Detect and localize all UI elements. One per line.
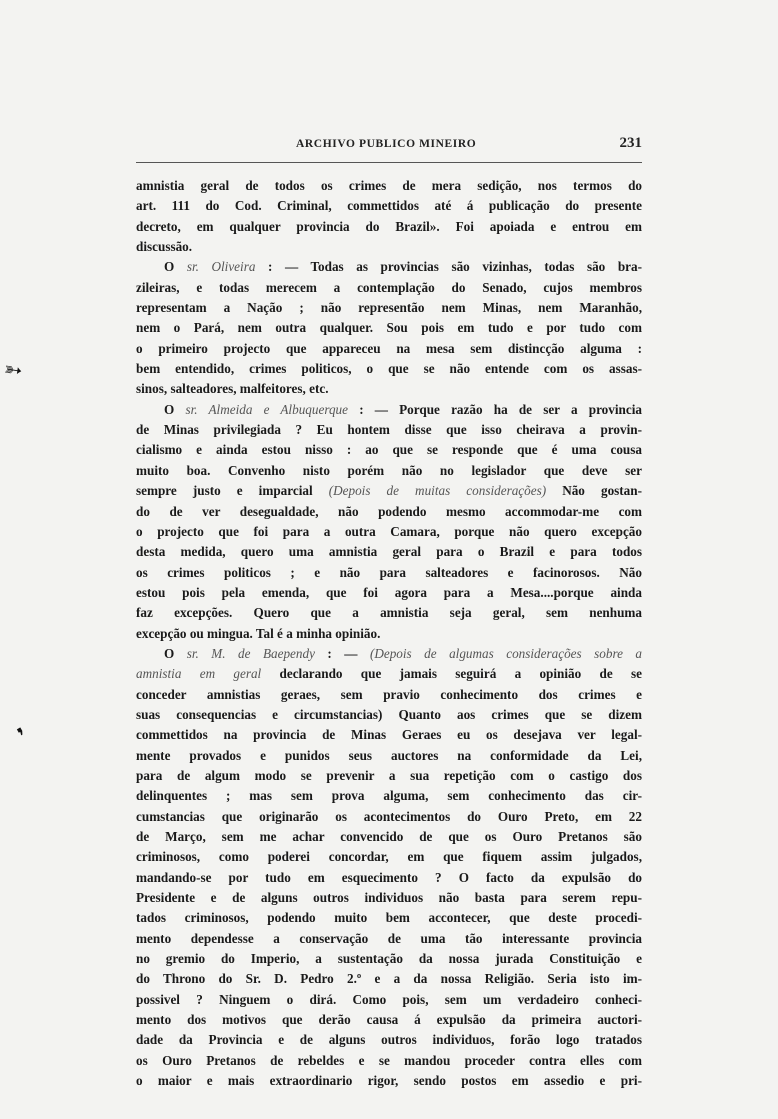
pencil-flick-mark-icon: ❜: [14, 723, 33, 750]
line-text: os crimes politicos ; e não para salteadores e facinorosos. Não: [136, 564, 642, 580]
text-line: [136, 725, 642, 745]
text-line: [136, 807, 642, 827]
line-text: representam a Nação ; não representão nem Minas, nem Maranhão,: [136, 300, 642, 316]
line-text: de Minas privilegiada ? Eu hontem disse que isso cheirava a provin-: [136, 422, 642, 438]
text-line: [136, 298, 642, 318]
line-text: sempre justo e imparcial: [136, 483, 329, 499]
line-text: mandando-se por tudo em esquecimento ? O facto da expulsão do: [136, 869, 642, 885]
text-line: [136, 868, 642, 888]
text-line: [136, 583, 642, 603]
line-text: art. 111 do Cod. Criminal, commettidos até á publicação do presente: [136, 198, 642, 214]
text-line: [136, 929, 642, 949]
text-line: [136, 685, 642, 705]
line-text: mente provados e punidos seus auctores na conformidade da Lei,: [136, 747, 642, 763]
text-line: [136, 379, 642, 399]
text-line: [136, 278, 642, 298]
running-title: ARCHIVO PUBLICO MINEIRO: [296, 138, 477, 150]
line-text: para de algum modo se prevenir a sua repetição com o castigo dos: [136, 767, 642, 783]
line-text: dade da Provincia e de alguns outros individuos, forão logo tratados: [136, 1032, 642, 1048]
text-line: [136, 786, 642, 806]
text-line: [136, 176, 642, 196]
text-line: [136, 196, 642, 216]
running-head: [136, 135, 642, 157]
text-line: [136, 257, 642, 277]
line-text: decreto, em qualquer provincia do Brazil». Foi apoiada e entrou em: [136, 218, 642, 234]
text-line: [136, 969, 642, 989]
line-text: do de ver desegualdade, não podendo mesmo accommodar-me com: [136, 503, 642, 519]
text-line: [136, 1071, 642, 1091]
line-text: excepção ou mingua. Tal é a minha opinião.: [136, 625, 381, 641]
line-text: O: [164, 401, 186, 417]
speaker-or-aside-text: sr. Almeida e Albuquerque: [185, 401, 349, 417]
text-line: [136, 1030, 642, 1050]
line-text: de Março, sem me achar convencido de que os Ouro Pretanos são: [136, 829, 642, 844]
line-text: tados criminosos, podendo muito bem accontecer, que deste procedi-: [136, 910, 642, 926]
line-text: o maior e mais extraordinario rigor, sendo postos em assedio e pri-: [136, 1073, 642, 1089]
text-line: [136, 1010, 642, 1030]
speaker-or-aside-text: amnistia em geral: [136, 666, 262, 682]
line-text: : —: [314, 645, 370, 661]
text-line: [136, 949, 642, 969]
text-line: [136, 624, 642, 644]
line-text: estou pois pela emenda, que foi agora para a Mesa....porque ainda: [136, 584, 642, 600]
text-line: [136, 664, 642, 684]
text-line: [136, 400, 642, 420]
text-line: [136, 522, 642, 542]
speaker-or-aside-text: (Depois de muitas considerações): [328, 483, 547, 499]
line-text: commettidos na provincia de Minas Geraes eu os desejava ver legal-: [136, 727, 642, 743]
header-rule: [136, 162, 642, 163]
line-text: mento dependesse a conservação de uma tão interessante provincia: [136, 930, 642, 946]
text-line: [136, 1051, 642, 1071]
line-text: suas consequencias e circumstancias) Quanto aos crimes que se dizem: [136, 706, 642, 722]
line-text: amnistia geral de todos os crimes de mera sedição, nos termos do: [136, 178, 642, 193]
line-text: declarando que jamais seguirá a opinião de se: [261, 666, 642, 682]
text-line: [136, 420, 642, 440]
text-line: [136, 440, 642, 460]
line-text: cialismo e ainda estou nisso : ao que se responde que é uma cousa: [136, 442, 642, 458]
hand-arrow-mark-icon: ➳: [2, 356, 25, 385]
line-text: : — Todas as provincias são vizinhas, todas são bra-: [255, 259, 642, 275]
text-line: [136, 990, 642, 1010]
line-text: o primeiro projecto que appareceu na mesa sem distincção alguma :: [136, 340, 642, 356]
line-text: O: [164, 645, 187, 661]
line-text: mento dos motivos que derão causa á expulsão da primeira auctori-: [136, 1012, 642, 1028]
text-line: [136, 746, 642, 766]
text-line: [136, 542, 642, 562]
text-line: [136, 603, 642, 623]
line-text: no gremio do Imperio, a sustentação da nossa jurada Constituição e: [136, 951, 642, 967]
line-text: criminosos, como poderei concordar, em que fiquem assim julgados,: [136, 849, 642, 865]
line-text: zileiras, e todas merecem a contemplação do Senado, cujos membros: [136, 279, 642, 295]
text-line: [136, 644, 642, 664]
text-line: [136, 481, 642, 501]
text-line: [136, 237, 642, 257]
line-text: desta medida, quero uma amnistia geral para o Brazil e para todos: [136, 544, 642, 560]
text-line: [136, 766, 642, 786]
line-text: O: [164, 259, 187, 275]
body-text: [136, 176, 642, 1091]
text-line: [136, 359, 642, 379]
line-text: do Throno do Sr. D. Pedro 2.º e a da nossa Religião. Seria isto im-: [136, 971, 642, 987]
line-text: : — Porque razão ha de ser a provincia: [348, 401, 642, 417]
text-line: [136, 563, 642, 583]
text-line: [136, 318, 642, 338]
line-text: Presidente e de alguns outros individuos não basta para serem repu-: [136, 890, 642, 906]
line-text: faz excepções. Quero que a amnistia seja geral, sem nenhuma: [136, 605, 642, 621]
line-text: nem o Pará, nem outra qualquer. Sou pois em tudo e por tudo com: [136, 320, 642, 336]
speaker-or-aside-text: sr. M. de Baependy: [186, 645, 315, 661]
line-text: Não gostan-: [546, 483, 642, 499]
line-text: muito boa. Convenho nisto porém não no legislador que deve ser: [136, 462, 642, 478]
text-line: [136, 847, 642, 867]
text-line: [136, 888, 642, 908]
text-line: [136, 705, 642, 725]
line-text: sinos, salteadores, malfeitores, etc.: [136, 381, 329, 397]
text-line: [136, 502, 642, 522]
text-line: [136, 217, 642, 237]
line-text: possivel ? Ninguem o dirá. Como pois, sem um verdadeiro conheci-: [136, 991, 642, 1007]
line-text: cumstancias que originarão os acontecimentos do Ouro Preto, em 22: [136, 808, 642, 824]
text-line: [136, 339, 642, 359]
page-number: 231: [619, 135, 642, 151]
line-text: discussão.: [136, 239, 193, 255]
speaker-or-aside-text: sr. Oliveira: [186, 259, 256, 275]
line-text: bem entendido, crimes politicos, o que se não entende com os assas-: [136, 361, 642, 377]
line-text: os Ouro Pretanos de rebeldes e se mandou proceder contra elles com: [136, 1052, 642, 1068]
text-line: [136, 461, 642, 481]
line-text: delinquentes ; mas sem prova alguma, sem conhecimento das cir-: [136, 788, 642, 804]
line-text: o projecto que foi para a outra Camara, porque não quero excepção: [136, 523, 642, 539]
text-line: [136, 827, 642, 847]
text-line: [136, 908, 642, 928]
line-text: conceder amnistias geraes, sem pravio conhecimento dos crimes e: [136, 686, 642, 702]
speaker-or-aside-text: (Depois de algumas considerações sobre a: [369, 645, 642, 661]
